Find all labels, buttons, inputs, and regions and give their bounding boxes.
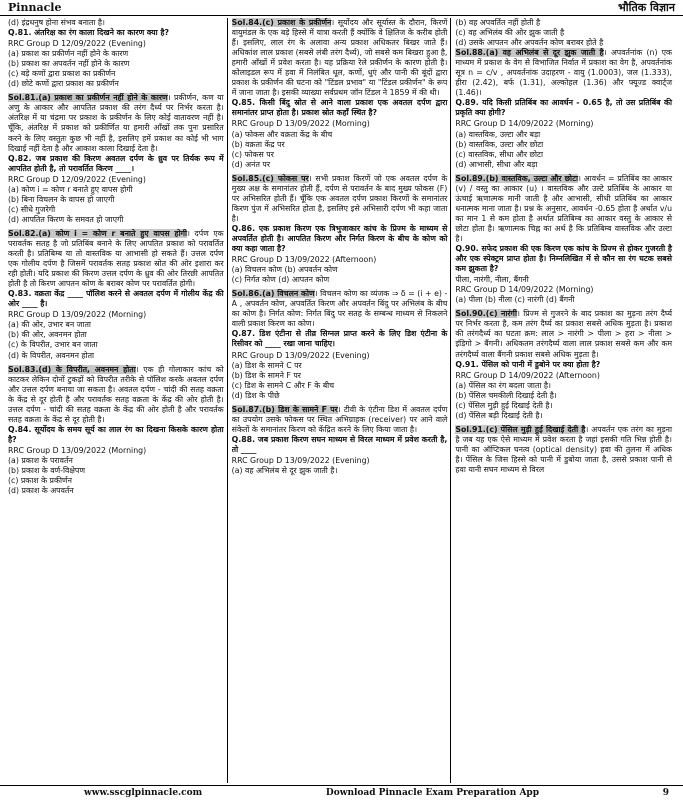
- column-2: [232, 18, 452, 783]
- option-item: (d) पेंसिल बड़ी दिखाई देती है।: [455, 410, 543, 420]
- option-item: (b) वक्रता केंद्र पर: [231, 139, 285, 149]
- option-item: (c) फोकस पर: [231, 149, 274, 159]
- option-item: (a) प्रकाश के परावर्तन: [8, 455, 73, 465]
- question-source: RRC Group D 12/09/2022 (Evening): [8, 174, 146, 184]
- option-item: (a) डिश के सामने C पर: [231, 360, 302, 370]
- question-source: RRC Group D 13/09/2022 (Evening): [231, 350, 370, 360]
- solution-block: [8, 229, 224, 289]
- option-item: (a) वास्तविक, उल्टा और बड़ा: [455, 129, 541, 139]
- question-source: RRC Group D 13/09/2022 (Evening): [231, 455, 370, 465]
- option-item: (c) वास्तविक, सीधा और छोटा: [455, 149, 543, 159]
- option-item: (d) प्रकाश के अपवर्तन: [8, 486, 74, 496]
- page-number: 9: [662, 788, 669, 798]
- option-item: (b) वास्तविक, उल्टा और छोटा: [455, 139, 544, 149]
- option-item: (c) प्रकाश के प्रकीर्णन: [8, 476, 72, 486]
- solution-block: [232, 405, 448, 435]
- option-item: (b) की ओर, अवनमन होता: [8, 330, 87, 340]
- text-line: (d) उसके आपतन और अपवर्तन कोण बराबर होते है: [455, 38, 604, 48]
- solution-text: । सभी प्रकाश किरणें जो एक अवतल दर्पण के मुख्य अक्ष के समानांतर होती हैं, दर्पण से परावर्तन के बाद मुख्य फोकस (F) पर अभिसरित होती हैं। चूँकि एक अवतल दर्पण प्रकाश किरणों के समानांतर किरण पुंज में अभिसरित होता है, इसलिए इसे अभिसारी दर्पण भी कहा जाता है।: [231, 173, 448, 223]
- option-item: (b) बिना विचलन के वापस हो जाएगी: [8, 194, 115, 204]
- solution-text: । प्रिज्म से गुजरने के बाद प्रकाश का मुड़ना तरंग दैर्घ्य पर निर्भर करता है, कम तरंग दैर्घ्य का प्रकाश सबसे अधिक मुड़ता है। प्रकाश की तरंगदैर्ध्य का घटता क्रम: लाल > नारंगी > पीला > हरा > नीला > इंडिगो > बैंगनी। अधिकतम तरंगदैर्घ्य वाला लाल प्रकाश सबसे कम और कम तरंगदैर्घ्य वाला बैंगनी प्रकाश सबसे अधिक मुड़ता है।: [455, 309, 673, 359]
- column-1: [8, 18, 228, 783]
- question-source: RRC Group D 13/09/2022 (Morning): [231, 119, 370, 129]
- question-source: RRC Group D 13/09/2022 (Morning): [8, 445, 147, 455]
- question-source: पीला, नारंगी, नीला, बैंगनी: [455, 275, 529, 285]
- solution-heading: Sol.88.(a) वह अभिलंब से दूर झुक जाती है: [455, 48, 604, 58]
- solution-text: । अपवर्तनांक (n) एक माध्यम में प्रकाश के वेग से विभाजित निर्वात में प्रकाश का वेग है, अपवर्तनांक सूत्र n = c/v , अपवर्तनांक उदाहरण - वायु (1.0003), जल (1.333), हीरा (2.42), बर्फ (1.31), अल्कोहल (1.36) और फ्यूज्ड क्वार्ट्ज (1.46)।: [455, 48, 673, 98]
- subject-title: भौतिक विज्ञान: [618, 1, 675, 14]
- page-footer: [0, 785, 683, 800]
- solution-text: । अपवर्तन एक तरंग का मुड़ना है जब यह एक ऐसे माध्यम में प्रवेश करता है जहां इसकी गति भिन्न होती है। पानी का ऑप्टिकल घनत्व (optical density) हवा की तुलना में अधिक है। पेंसिल के जिस हिस्से को पानी में डुबोया जाता है, उससे प्रकाश पानी से हवा यानी सघन माध्यम से विरल: [455, 424, 673, 475]
- footer-website[interactable]: www.sscglpinnacle.com: [84, 788, 203, 798]
- option-item: (d) के विपरीत, अवनमन होता: [8, 350, 95, 360]
- solution-text: । दर्पण एक परावर्तक सतह है जो प्रतिबिंब बनाने के लिए आपतित प्रकाश को परावर्तित करती है। प्रतिबिम्ब या तो वास्तविक या आभासी हो सकते हैं। उत्तल दर्पण एक गोलीय दर्पण है जिसमें परावर्तक सतह प्रकाश स्रोत की ओर इशारा कर रही होती। यदि प्रकाश की किरण उत्तल दर्पण के ध्रुव की ओर तिरछी आपतित होती है तो किरण आपतन कोण के बराबर कोण पर परावर्तित होगी।: [8, 228, 224, 289]
- question-source: RRC Group D 14/09/2022 (Morning): [455, 119, 594, 129]
- solution-block: [455, 425, 672, 475]
- option-item: (d) अनंत पर: [231, 159, 271, 169]
- question-text: Q.86. एक प्रकाश किरण एक त्रिभुजाकार कांच के प्रिज्म के माध्यम से अपवर्तित होती है। आपतित किरण और निर्गत किरण के बीच के कोण को क्या कहा जाता है?: [231, 223, 448, 254]
- option-item: RRC Group D 14/09/2022 (Morning): [455, 285, 594, 295]
- solution-block: [455, 48, 672, 98]
- question-text: Q.87. डिश एंटीना से तीव्र सिग्नल प्राप्त करने के लिए डिश एंटीना के रिसीवर को ____ रखा जाना चाहिए।: [231, 329, 448, 349]
- option-item: (c) बड़े कणों द्वारा प्रकाश का प्रकीर्णन: [8, 69, 116, 79]
- question-text: Q.81. अंतरिक्ष का रंग काला दिखने का कारण क्या है?: [8, 28, 170, 38]
- option-item: (b) डिश के सामने F पर: [231, 370, 301, 380]
- option-item: (a) पीला (b) नीला (c) नारंगी (d) बैंगनी: [455, 295, 575, 305]
- solution-heading: Sol.84.(c) प्रकाश के प्रकीर्णन: [231, 18, 332, 27]
- solution-block: [232, 289, 448, 329]
- solution-heading: Sol.91.(c) पेंसिल मुड़ी हुई दिखाई देती है: [455, 424, 586, 434]
- solution-block: [232, 18, 448, 98]
- columns: [8, 18, 675, 783]
- question-source: RRC Group D 13/09/2022 (Afternoon): [231, 255, 377, 265]
- solution-heading: Sol.83.(d) के विपरीत, अवनमन होता: [8, 364, 136, 374]
- option-item: (c) निर्गत कोण (d) आपतन कोण: [231, 275, 330, 285]
- option-item: (a) कोण i = कोण r बनाते हुए वापस होगी: [8, 184, 133, 194]
- question-text: Q.85. किसी बिंदु स्रोत से आने वाला प्रकाश एक अवतल दर्पण द्वारा समानांतर प्राप्त होता है। प्रकाश स्रोत कहाँ स्थित है?: [231, 98, 448, 118]
- column-3: [455, 18, 675, 783]
- option-item: (d) आपतित किरण के समवत हो जाएगी: [8, 214, 124, 224]
- question-block: [8, 154, 224, 225]
- question-text: Q.89. यदि किसी प्रतिबिंब का आवर्धन - 0.65 है, तो उस प्रतिबिंब की प्रकृति क्या होगी?: [455, 98, 673, 118]
- question-block: [455, 244, 672, 305]
- option-item: (c) डिश के सामने C और F के बीच: [231, 380, 335, 390]
- question-text: Q.90. सफेद प्रकाश की एक किरण एक कांच के प्रिज्म से होकर गुजरती है और एक स्पेक्ट्रम प्राप्त होता है। निम्नलिखित में से कौन सा रंग घटक सबसे कम झुकता है?: [455, 244, 673, 274]
- solution-text: । विचलन कोण का व्यंजक ⇒ δ = (i + e) - A , अपवर्तन कोण, अपवर्तित किरण और अपवर्तन बिंदु पर अभिलंब के बीच का कोण है। निर्गत कोण: निर्गत बिंदु पर सतह के सम्बन्ध माध्यम से निकलने वाली प्रकाश किरण का कोण।: [231, 289, 448, 329]
- footer-app-promo: Download Pinnacle Exam Preparation App: [325, 788, 540, 798]
- question-text: Q.88. जब प्रकाश किरण सघन माध्यम से विरल माध्यम में प्रवेश करती है, तो ____: [231, 434, 448, 454]
- option-item: (b) प्रकाश के वर्ण-विक्षेपण: [8, 466, 85, 476]
- solution-heading: Sol.86.(a) विचलन कोण: [231, 289, 315, 299]
- option-item: (a) पेंसिल का रंग बदला जाता है।: [455, 380, 551, 390]
- solution-text: । टीवी के एंटीना डिश में अवतल दर्पण का उपयोग उसके फोकस पर स्थित अभिग्राहक (receiver) पर आने वाले संकेतों के समानांतर किरण को केंद्रित करने के लिए किया जाता है।: [231, 404, 448, 434]
- option-item: (d) छोटे कणों द्वारा प्रकाश का प्रकीर्णन: [8, 79, 119, 89]
- option-item: (a) वह अभिलंब से दूर झुक जाती है।: [231, 466, 338, 476]
- question-block: [232, 435, 448, 476]
- option-item: (c) पेंसिल मुड़ी हुई दिखाई देती है।: [455, 400, 553, 410]
- solution-text: । आवर्धन = प्रतिबिंब का आकार (v) / वस्तु का आकार (u) । वास्तविक और उल्टे प्रतिबिंब के आकार या ऊंचाई ऋणात्मक मानी जाती है और आभासी, सीधी प्रतिबिंब का आकार धनात्मक माना जाता है। प्रश्न के अनुसार, आवर्धन -0.65 होता है अर्थात v/u का मान 1 से कम होता है अर्थात प्रतिबिम्ब का आकार वस्तु के आकार से छोटा होता है। ऋणात्मक चिह्न का अर्थ है कि प्रतिबिम्ब वास्तविक और उल्टा है।: [455, 173, 673, 243]
- option-item: (a) फोकस और वक्रता केंद्र के बीच: [231, 129, 333, 139]
- solution-text: । सूर्योदय और सूर्यास्त के दौरान, किरणें वायुमंडल के एक बड़े हिस्से में यात्रा करती हैं क्योंकि वे क्षितिज के करीब होती हैं। इसलिए, लाल रंग के अलावा अन्य प्रकाश अधिकतर बिखर जाते हैं। अधिकांश लाल प्रकाश (सबसे लंबी तरंग दैर्ध्य), जो सबसे कम बिखरा हुआ है, हमारी आँखों में प्रवेश करता है। यह प्रक्रिया रेले प्रकीर्णन के कारण होती है। कोलाइडल रूप में हवा में निलंबित धूल, कणों, धुएं और पानी की बूंदों द्वारा प्रकाश के प्रकीर्णन की घटना को "टिंडल प्रभाव" या "टिंडल प्रकीर्णन" के रूप में जाना जाता है। इसकी व्याख्या सर्वप्रथम जॉन टिंडल ने 1859 में की थी।: [231, 18, 448, 98]
- option-item: (c) के विपरीत, उभार बन जाता: [8, 340, 98, 350]
- solution-heading: Sol.81.(a) प्रकाश का प्रकीर्णन नहीं होने के कारण: [8, 93, 168, 103]
- question-text: Q.83. वक्रता केंद्र ____ पॉलिश करने से अवतल दर्पण में गोलीय केंद्र की ओर ____ है।: [8, 289, 224, 309]
- question-block: [232, 224, 448, 285]
- option-item: (b) पेंसिल चमकीली दिखाई देती है।: [455, 390, 557, 400]
- solution-block: [8, 93, 224, 153]
- solution-heading: Sol.82.(a) कोण i = कोण r बनाते हुए वापस होगी: [8, 228, 187, 238]
- question-text: Q.84. सूर्योदय के समय सूर्य का लाल रंग का दिखना किसके कारण होता है?: [8, 424, 224, 444]
- option-item: (a) की ओर, उभार बन जाता: [8, 320, 91, 330]
- solution-heading: Sol.87.(b) डिश के सामने F पर: [231, 404, 338, 414]
- question-text: Q.91. पेंसिल को पानी में डुबोने पर क्या होता है?: [455, 359, 601, 369]
- solution-block: [8, 365, 224, 425]
- question-source: RRC Group D 14/09/2022 (Afternoon): [455, 370, 600, 380]
- question-text: Q.82. जब प्रकाश की किरण अवतल दर्पण के ध्रुव पर तिर्यक रूप में आपतित होती है, तो परावर्तित किरण ____।: [8, 153, 224, 173]
- page-header: [0, 0, 683, 16]
- option-item: (b) प्रकाश का अपवर्तन नहीं होने के कारण: [8, 59, 130, 69]
- question-source: RRC Group D 13/09/2022 (Morning): [8, 310, 147, 320]
- question-block: [455, 98, 672, 169]
- solution-heading: Sol.85.(c) फोकस पर: [231, 173, 309, 183]
- question-source: RRC Group D 12/09/2022 (Evening): [8, 39, 146, 49]
- question-block: [8, 289, 224, 360]
- option-item: (d) डिश के पीछे: [231, 390, 280, 400]
- option-item: (a) प्रकाश का प्रकीर्णन नहीं होने के कारण: [8, 49, 129, 59]
- solution-heading: Sol.89.(b) वास्तविक, उल्टा और छोटा: [455, 173, 579, 183]
- solution-text: । प्रकीर्णन, कण या अणु के आकार और आपतित प्रकाश की तरंग दैर्ध्य पर निर्भर करता है। अंतरिक्ष में या चंद्रमा पर प्रकाश के प्रकीर्णन के लिए कोई वातावरण नहीं है। चूँकि, अंतरिक्ष में प्रकाश को प्रकीर्णित या हमारी आँखों तक पुनः प्रसारित करने के लिए वस्तुतः कुछ भी नहीं है, इसलिए हमें प्रकाश का कोई भी भाग दिखाई नहीं देता है और आकाश काला दिखाई देता है।: [8, 93, 224, 153]
- brand-name: Pinnacle: [8, 1, 62, 14]
- question-block: [8, 28, 224, 89]
- solution-block: [455, 174, 672, 244]
- solution-block: [455, 309, 672, 359]
- text-line: (c) वह अभिलंब की ओर झुक जाती है: [455, 28, 565, 38]
- question-block: [455, 360, 672, 421]
- option-item: (c) सीधे गुजरेगी: [8, 204, 56, 214]
- question-block: [8, 425, 224, 496]
- question-block: [232, 329, 448, 400]
- text-line: (d) इंद्रधनुष होना संभव बनाता है।: [8, 18, 105, 27]
- text-line: (b) वह अपवर्तित नहीं होती है: [455, 18, 541, 27]
- option-item: (d) आभासी, सीधा और बड़ा: [455, 159, 538, 169]
- solution-text: । एक ही गोलाकार कांच को काटकर लेकिन दोनों टुकड़ों को विपरीत तरीके से पॉलिश करके अवतल दर्पण और उत्तल दर्पण बनाया जा सकता है। अवतल दर्पण - चांदी की सतह वक्रता के केंद्र से दूर होती है और परावर्तक सतह वक्रता के केंद्र की ओर होती है। उत्तल दर्पण - चांदी की सतह वक्रता के केंद्र की ओर होती है और परावर्तक सतह वक्रता के केंद्र से दूर होती है।: [8, 364, 224, 424]
- option-item: (a) विचलन कोण (b) अपवर्तन कोण: [231, 265, 338, 275]
- question-block: [232, 98, 448, 169]
- solution-heading: Sol.90.(c) नारंगी: [455, 309, 517, 319]
- solution-block: [232, 174, 448, 224]
